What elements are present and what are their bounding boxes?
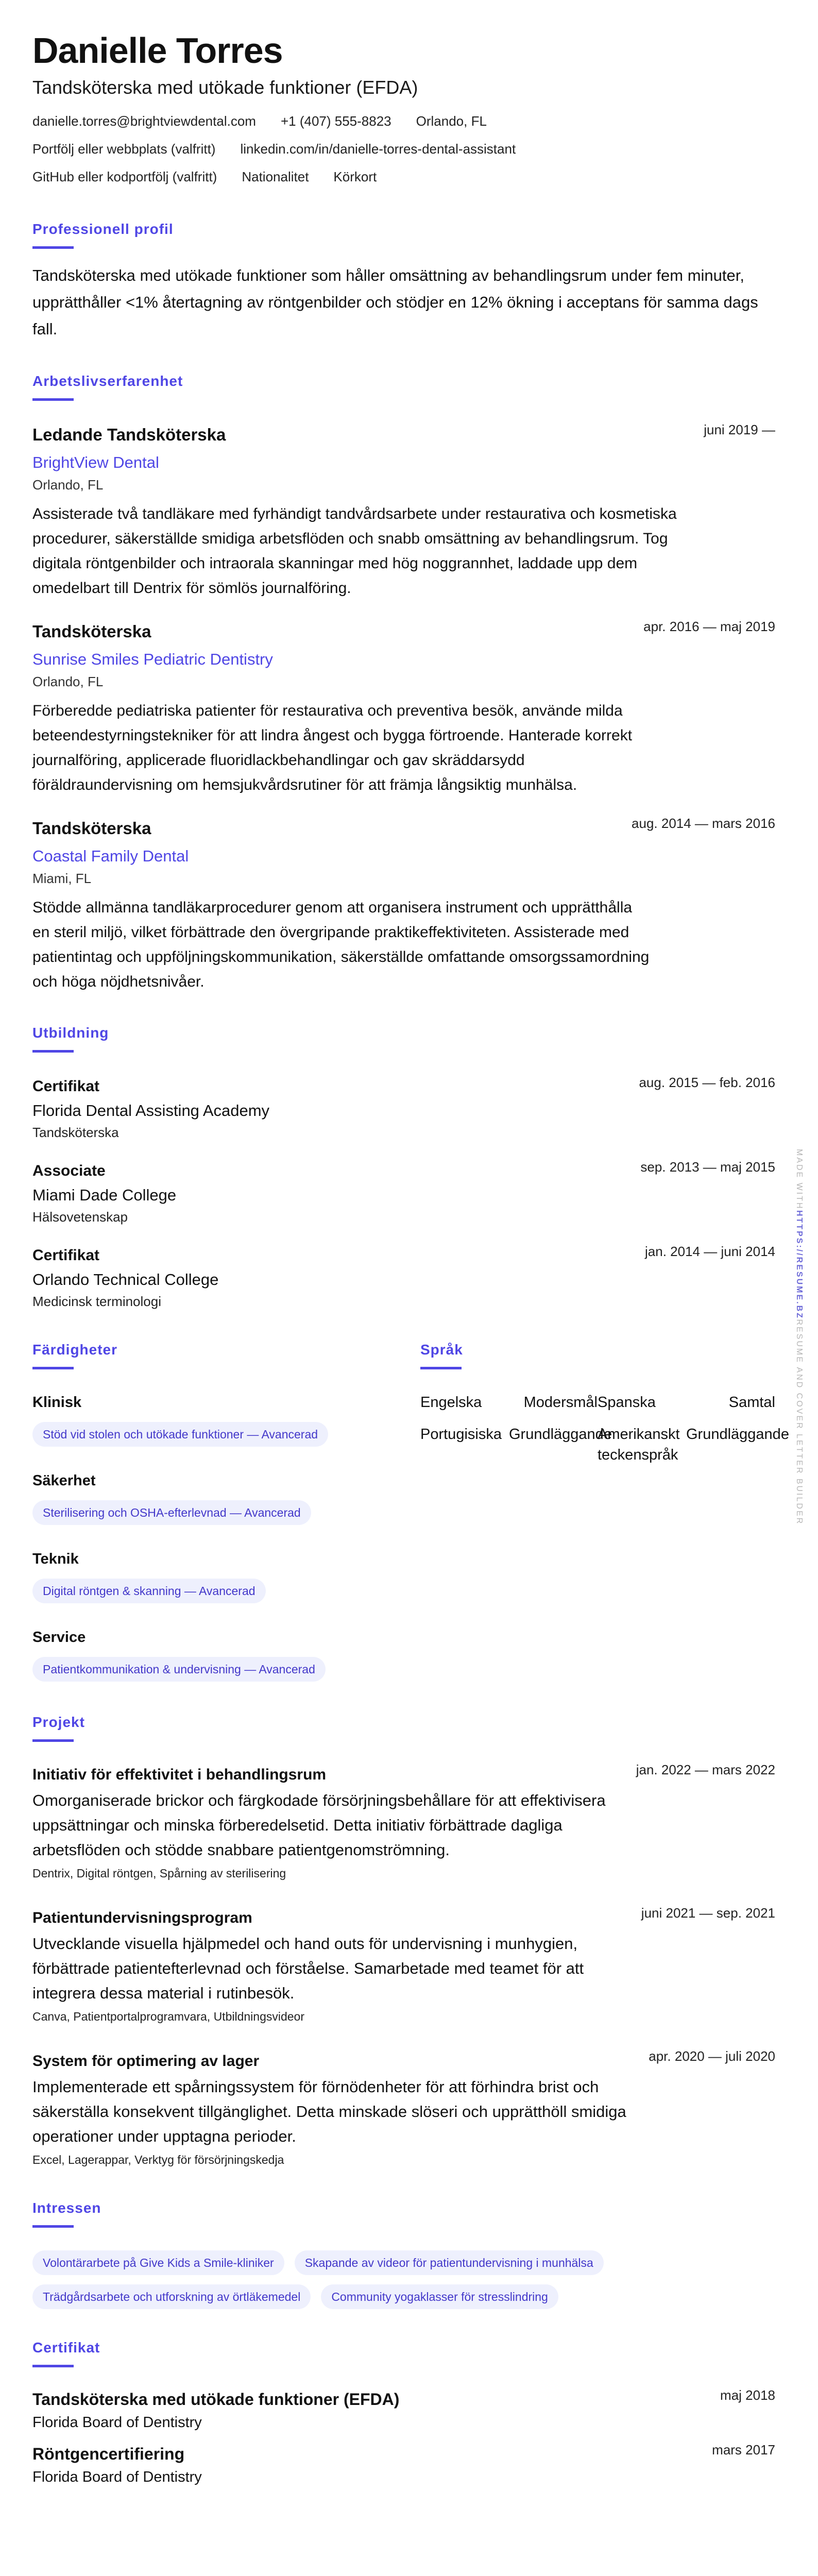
project-date: apr. 2020 — juli 2020 [649, 2048, 775, 2064]
project-title: System för optimering av lager [32, 2053, 260, 2070]
resume-page [32, 0, 789, 2509]
section-heading: Färdigheter [32, 1342, 118, 1358]
certificates-section [32, 2339, 775, 2488]
project-description: Omorganiserade brickor och färgkodade försörjningsbehållare för att effektivisera uppsättningar och minska förberedelsetid. Detta initiativ förbättrade dagliga arbetsflöden och stödde snabbare patientgenomströmning. [32, 1791, 606, 1859]
interest-tag: Skapande av videor för patientundervisning i munhälsa [295, 2250, 604, 2275]
nationality: Nationalitet [242, 169, 309, 184]
job-location: Miami, FL [32, 871, 92, 886]
skill-tag-row [32, 1657, 420, 1684]
candidate-title: Tandsköterska med utökade funktioner (EFDA) [32, 77, 418, 98]
language-name: Amerikanskt teckenspråk [598, 1426, 680, 1463]
builder-watermark [794, 1149, 804, 1525]
skill-tag: Stöd vid stolen och utökade funktioner — Avancerad [32, 1422, 328, 1447]
languages-list [420, 1392, 789, 1465]
github-link[interactable]: GitHub eller kodportfölj (valfritt) [32, 169, 217, 184]
section-heading: Utbildning [32, 1025, 109, 1041]
project-tools: Dentrix, Digital röntgen, Spårning av sterilisering [32, 1867, 286, 1880]
interests-list [32, 2250, 712, 2309]
profile-text: Tandsköterska med utökade funktioner som håller omsättning av behandlingsrum under fem minuter, upprätthåller <1% återtagning av röntgenbilder och stödjer en 12% ökning i acceptans för samma dags fall. [32, 266, 758, 338]
interest-tag: Trädgårdsarbete och utforskning av örtläkemedel [32, 2284, 311, 2309]
interest-tag: Volontärarbete på Give Kids a Smile-kliniker [32, 2250, 284, 2275]
project-description: Utvecklande visuella hjälpmedel och hand outs för undervisning i munhygien, förbättrade patientefterlevnad och förståelse. Samarbetade med teamet för att integrera dessa material i rutinbesök. [32, 1935, 584, 2002]
field-of-study: Hälsovetenskap [32, 1209, 128, 1225]
section-heading: Certifikat [32, 2340, 100, 2355]
language-level: Samtal [728, 1394, 775, 1411]
degree: Associate [32, 1162, 106, 1179]
experience-item [32, 601, 775, 798]
education-date: aug. 2015 — feb. 2016 [639, 1075, 775, 1090]
certificate-title: Röntgencertifiering [32, 2445, 185, 2463]
experience-item [32, 798, 775, 994]
contact-row [32, 107, 775, 135]
skill-category: Klinisk [32, 1394, 82, 1411]
skill-category: Teknik [32, 1551, 79, 1567]
section-heading: Språk [420, 1342, 463, 1358]
education-item [32, 1227, 775, 1311]
project-title: Initiativ för effektivitet i behandlingsrum [32, 1766, 327, 1783]
project-date: jan. 2022 — mars 2022 [636, 1762, 775, 1777]
certificate-date: maj 2018 [720, 2387, 775, 2403]
project-item [32, 1883, 775, 2026]
job-title: Ledande Tandsköterska [32, 425, 226, 444]
company-name: Coastal Family Dental [32, 847, 189, 865]
degree: Certifikat [32, 1078, 100, 1095]
certificate-issuer: Florida Board of Dentistry [32, 2469, 202, 2485]
certificate-date: mars 2017 [712, 2442, 775, 2458]
experience-date: aug. 2014 — mars 2016 [632, 816, 775, 831]
field-of-study: Tandsköterska [32, 1125, 119, 1140]
section-heading: Projekt [32, 1714, 85, 1730]
education-item [32, 1053, 775, 1142]
language-name: Engelska [420, 1394, 482, 1411]
job-location: Orlando, FL [32, 477, 104, 493]
section-heading: Professionell profil [32, 221, 174, 237]
phone: +1 (407) 555-8823 [280, 113, 391, 129]
watermark-suffix: RESUME AND COVER LETTER BUILDER [795, 1319, 804, 1526]
company-name: Sunrise Smiles Pediatric Dentistry [32, 650, 273, 668]
experience-item [32, 401, 775, 601]
skill-tag: Digital röntgen & skanning — Avancerad [32, 1579, 266, 1603]
skill-category: Service [32, 1629, 86, 1646]
job-location: Orlando, FL [32, 674, 104, 689]
skill-category: Säkerhet [32, 1472, 96, 1489]
job-description: Assisterade två tandläkare med fyrhändigt tandvårdsarbete under restaurativa och kosmetiska procedurer, säkerställde smidiga arbetsflöden och snabb omsättning av behandlingsrum. Tog digitala röntgenbilder och intraorala skanningar med hög noggrannhet, laddade upp dem omedelbart till Dentrix för sömlös journalföring. [32, 505, 677, 597]
project-item [32, 1742, 775, 1883]
project-tools: Canva, Patientportalprogramvara, Utbildningsvideor [32, 2010, 305, 2023]
skill-tag: Sterilisering och OSHA-efterlevnad — Avancerad [32, 1500, 311, 1525]
certificate-item [32, 2433, 775, 2488]
company-name: BrightView Dental [32, 453, 159, 471]
location: Orlando, FL [416, 113, 487, 129]
education-item [32, 1142, 775, 1227]
school-name: Florida Dental Assisting Academy [32, 1101, 270, 1120]
portfolio-link[interactable]: Portfölj eller webbplats (valfritt) [32, 141, 216, 157]
experience-date: juni 2019 — [704, 422, 775, 437]
degree: Certifikat [32, 1247, 100, 1264]
job-title: Tandsköterska [32, 819, 151, 838]
skill-tag-row [32, 1500, 420, 1527]
project-description: Implementerade ett spårningssystem för förnödenheter för att förhindra brist och säkerställa konsekvent tillgänglighet. Detta minskade slöseri och upprätthöll smidiga operationer under upptagna perioder. [32, 2078, 626, 2145]
profile-section [32, 221, 775, 343]
education-date: sep. 2013 — maj 2015 [640, 1159, 775, 1175]
watermark-link[interactable]: HTTPS://RESUME.BZ [795, 1210, 804, 1319]
certificate-title: Tandsköterska med utökade funktioner (EFDA) [32, 2390, 400, 2409]
email-link[interactable]: danielle.torres@brightviewdental.com [32, 113, 256, 129]
candidate-name: Danielle Torres [32, 30, 283, 71]
project-title: Patientundervisningsprogram [32, 1909, 252, 1926]
skills-languages-row [32, 1341, 789, 1684]
watermark-prefix: MADE WITH [795, 1149, 804, 1210]
job-description: Stödde allmänna tandläkarprocedurer genom att organisera instrument och upprätthålla en steril miljö, vilket förbättrade den övergripande praktikeffektiviteten. Assisterade med patientintag och uppföljningskommunikation, säkerställde omfattande omsorgssamordning och höga nöjdhetsnivåer. [32, 899, 650, 990]
interests-section [32, 2199, 775, 2309]
project-item [32, 2026, 775, 2170]
language-name: Spanska [598, 1394, 656, 1411]
language-level: Grundläggande [509, 1426, 612, 1443]
school-name: Orlando Technical College [32, 1270, 219, 1289]
interest-tag: Community yogaklasser för stresslindring [321, 2284, 558, 2309]
project-date: juni 2021 — sep. 2021 [641, 1905, 775, 1921]
language-name: Portugisiska [420, 1426, 502, 1443]
skill-tag: Patientkommunikation & undervisning — Avancerad [32, 1657, 326, 1682]
experience-date: apr. 2016 — maj 2019 [643, 619, 775, 634]
language-level: Modersmål [523, 1394, 598, 1411]
job-title: Tandsköterska [32, 622, 151, 641]
projects-section [32, 1714, 775, 2170]
certificate-issuer: Florida Board of Dentistry [32, 2414, 202, 2431]
section-divider [32, 1367, 74, 1369]
education-date: jan. 2014 — juni 2014 [645, 1244, 775, 1259]
contact-row [32, 135, 775, 163]
drivers-license: Körkort [333, 169, 377, 184]
contact-info [32, 107, 775, 191]
skills-section [32, 1341, 420, 1684]
skill-tag-row [32, 1422, 420, 1449]
school-name: Miami Dade College [32, 1186, 177, 1204]
section-heading: Arbetslivserfarenhet [32, 373, 183, 389]
section-divider [32, 246, 74, 249]
resume-header [32, 31, 775, 191]
section-divider [32, 2225, 74, 2228]
experience-section [32, 372, 775, 994]
languages-section [420, 1341, 789, 1684]
language-level: Grundläggande [686, 1426, 789, 1443]
contact-row [32, 163, 775, 191]
field-of-study: Medicinsk terminologi [32, 1294, 161, 1309]
certificate-item [32, 2367, 775, 2433]
linkedin-link[interactable]: linkedin.com/in/danielle-torres-dental-assistant [240, 141, 516, 157]
education-section [32, 1024, 775, 1311]
section-heading: Intressen [32, 2200, 101, 2216]
job-description: Förberedde pediatriska patienter för restaurativa och preventiva besök, använde milda beteendestyrningstekniker för att lindra ångest och bygga förtroende. Hanterade korrekt journalföring, applicerade fluoridlackbehandlingar och gav skräddarsydd föräldraundervisning om hemsjukvårdsrutiner för att främja långsiktig munhälsa. [32, 702, 633, 793]
section-divider [420, 1367, 462, 1369]
project-tools: Excel, Lagerappar, Verktyg för försörjningskedja [32, 2153, 284, 2166]
skill-tag-row [32, 1579, 420, 1605]
